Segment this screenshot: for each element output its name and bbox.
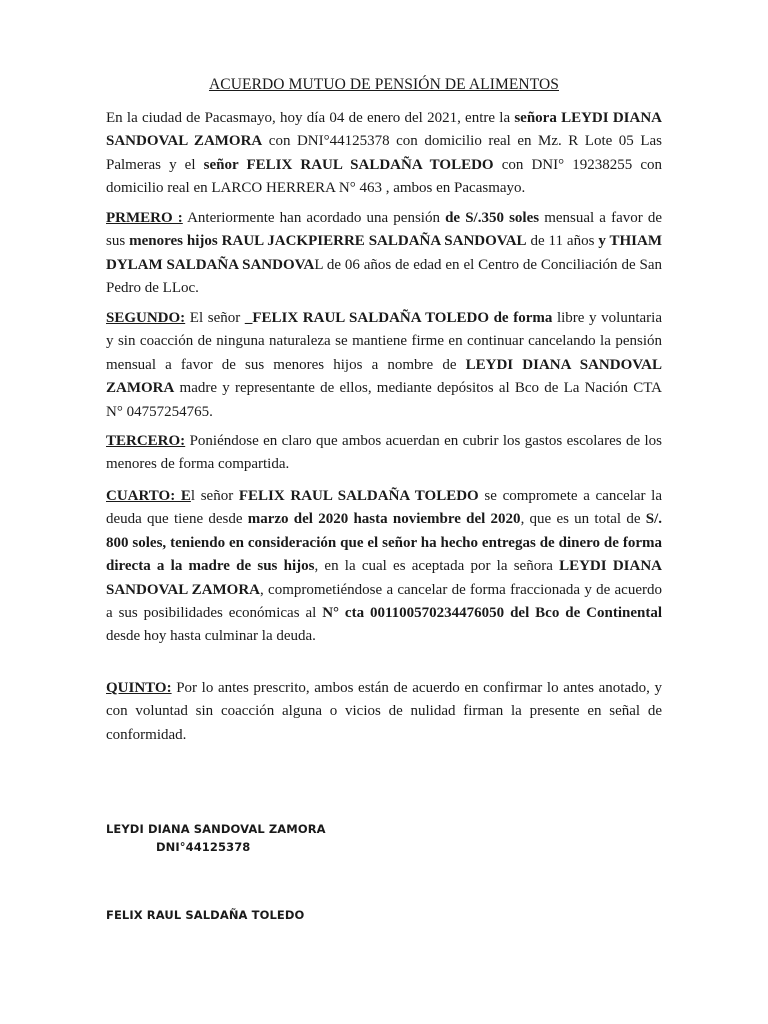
primero-text-1: Anteriormente han acordado una pensión [182,210,446,226]
cuarto-bold-1: FELIX RAUL SALDAÑA TOLEDO [238,488,479,504]
document-title: ACUERDO MUTUO DE PENSIÓN DE ALIMENTOS [208,76,559,93]
cuarto-text-1: l señor [190,488,239,504]
cuarto-bold-4: LEYDI DIANA SANDOVAL ZAMORA [106,558,662,598]
primero-text-4: L de 06 años de edad en el Centro de Conciliación de San Pedro de LLoc. [106,256,662,297]
intro-text-2: con DNI°44125378 con domicilio real en Mz. R Lote 05 Las Palmeras y el [106,133,662,173]
segundo-bold-1: _FELIX RAUL SALDAÑA TOLEDO de forma [244,310,553,326]
clause-cuarto-heading: CUARTO: E [106,488,191,504]
cuarto-bold-5: N° cta 001100570234476050 del Bco de Continental [322,605,662,622]
cuarto-text-2: se compromete a cancelar la deuda que tiene desde [106,488,662,528]
cuarto-text-3: , que es un total de [520,511,646,528]
quinto-text-1: Por lo antes prescrito, ambos están de acuerdo en confirmar lo antes anotado, y con voluntad sin coacción alguna o vicios de nulidad firman la presente en señal de conformidad. [106,680,662,743]
intro-text-3: con DNI° 19238255 con domicilio real en LARCO HERRERA N° 463 , ambos en Pacasmayo. [106,156,662,197]
clause-cuarto [106,485,662,649]
segundo-text-2: libre y voluntaria y sin coacción de ninguna naturaleza se mantiene firme en continuar cancelando la pensión mensual a favor de sus menores hijos a nombre de [106,310,662,373]
signature-dni-first: DNI°44125378 [156,840,251,854]
cuarto-bold-3: S/. 800 soles, teniendo en consideración que el señor ha hecho entregas de dinero de forma directa a la madre de sus hijos [106,511,662,575]
segundo-text-1: El señor [185,310,245,326]
clause-quinto [106,677,662,747]
primero-bold-2: menores hijos RAUL JACKPIERRE SALDAÑA SANDOVAL [129,233,527,250]
intro-text-1: En la ciudad de Pacasmayo, hoy día 04 de enero del 2021, entre la [106,110,515,126]
signature-name-second: FELIX RAUL SALDAÑA TOLEDO [106,908,305,922]
clause-segundo [106,307,662,424]
primero-text-2: mensual a favor de sus [106,210,663,250]
clause-primero [106,207,662,301]
clause-tercero [106,430,662,477]
clause-segundo-heading: SEGUNDO: [106,310,186,326]
cuarto-text-4: , en la cual es aceptada por la señora [314,558,560,575]
intro-bold-1: señora LEYDI DIANA SANDOVAL ZAMORA [106,110,662,150]
clause-quinto-heading: QUINTO: [106,680,172,696]
cuarto-bold-2: marzo del 2020 hasta noviembre del 2020 [247,511,521,528]
tercero-text-1: Poniéndose en claro que ambos acuerdan en cubrir los gastos escolares de los menores de forma compartida. [106,433,662,473]
primero-bold-3: y THIAM DYLAM SALDAÑA SANDOVA [106,233,662,273]
segundo-bold-2: LEYDI DIANA SANDOVAL ZAMORA [106,356,662,397]
primero-bold-1: de S/.350 soles [445,210,540,226]
cuarto-text-5: , comprometiéndose a cancelar de forma fraccionada y de acuerdo a sus posibilidades económicas al [106,581,662,622]
cuarto-text-6: desde hoy hasta culminar la deuda. [106,628,316,645]
clause-tercero-heading: TERCERO: [106,433,186,449]
primero-text-3: de 11 años [526,233,599,250]
signature-name-first: LEYDI DIANA SANDOVAL ZAMORA [106,822,326,836]
intro-paragraph [106,107,662,201]
intro-bold-2: señor FELIX RAUL SALDAÑA TOLEDO [203,156,494,173]
clause-primero-heading: PRMERO : [106,210,183,226]
segundo-text-3: madre y representante de ellos, mediante depósitos al Bco de La Nación CTA N° 04757254765. [106,380,662,420]
